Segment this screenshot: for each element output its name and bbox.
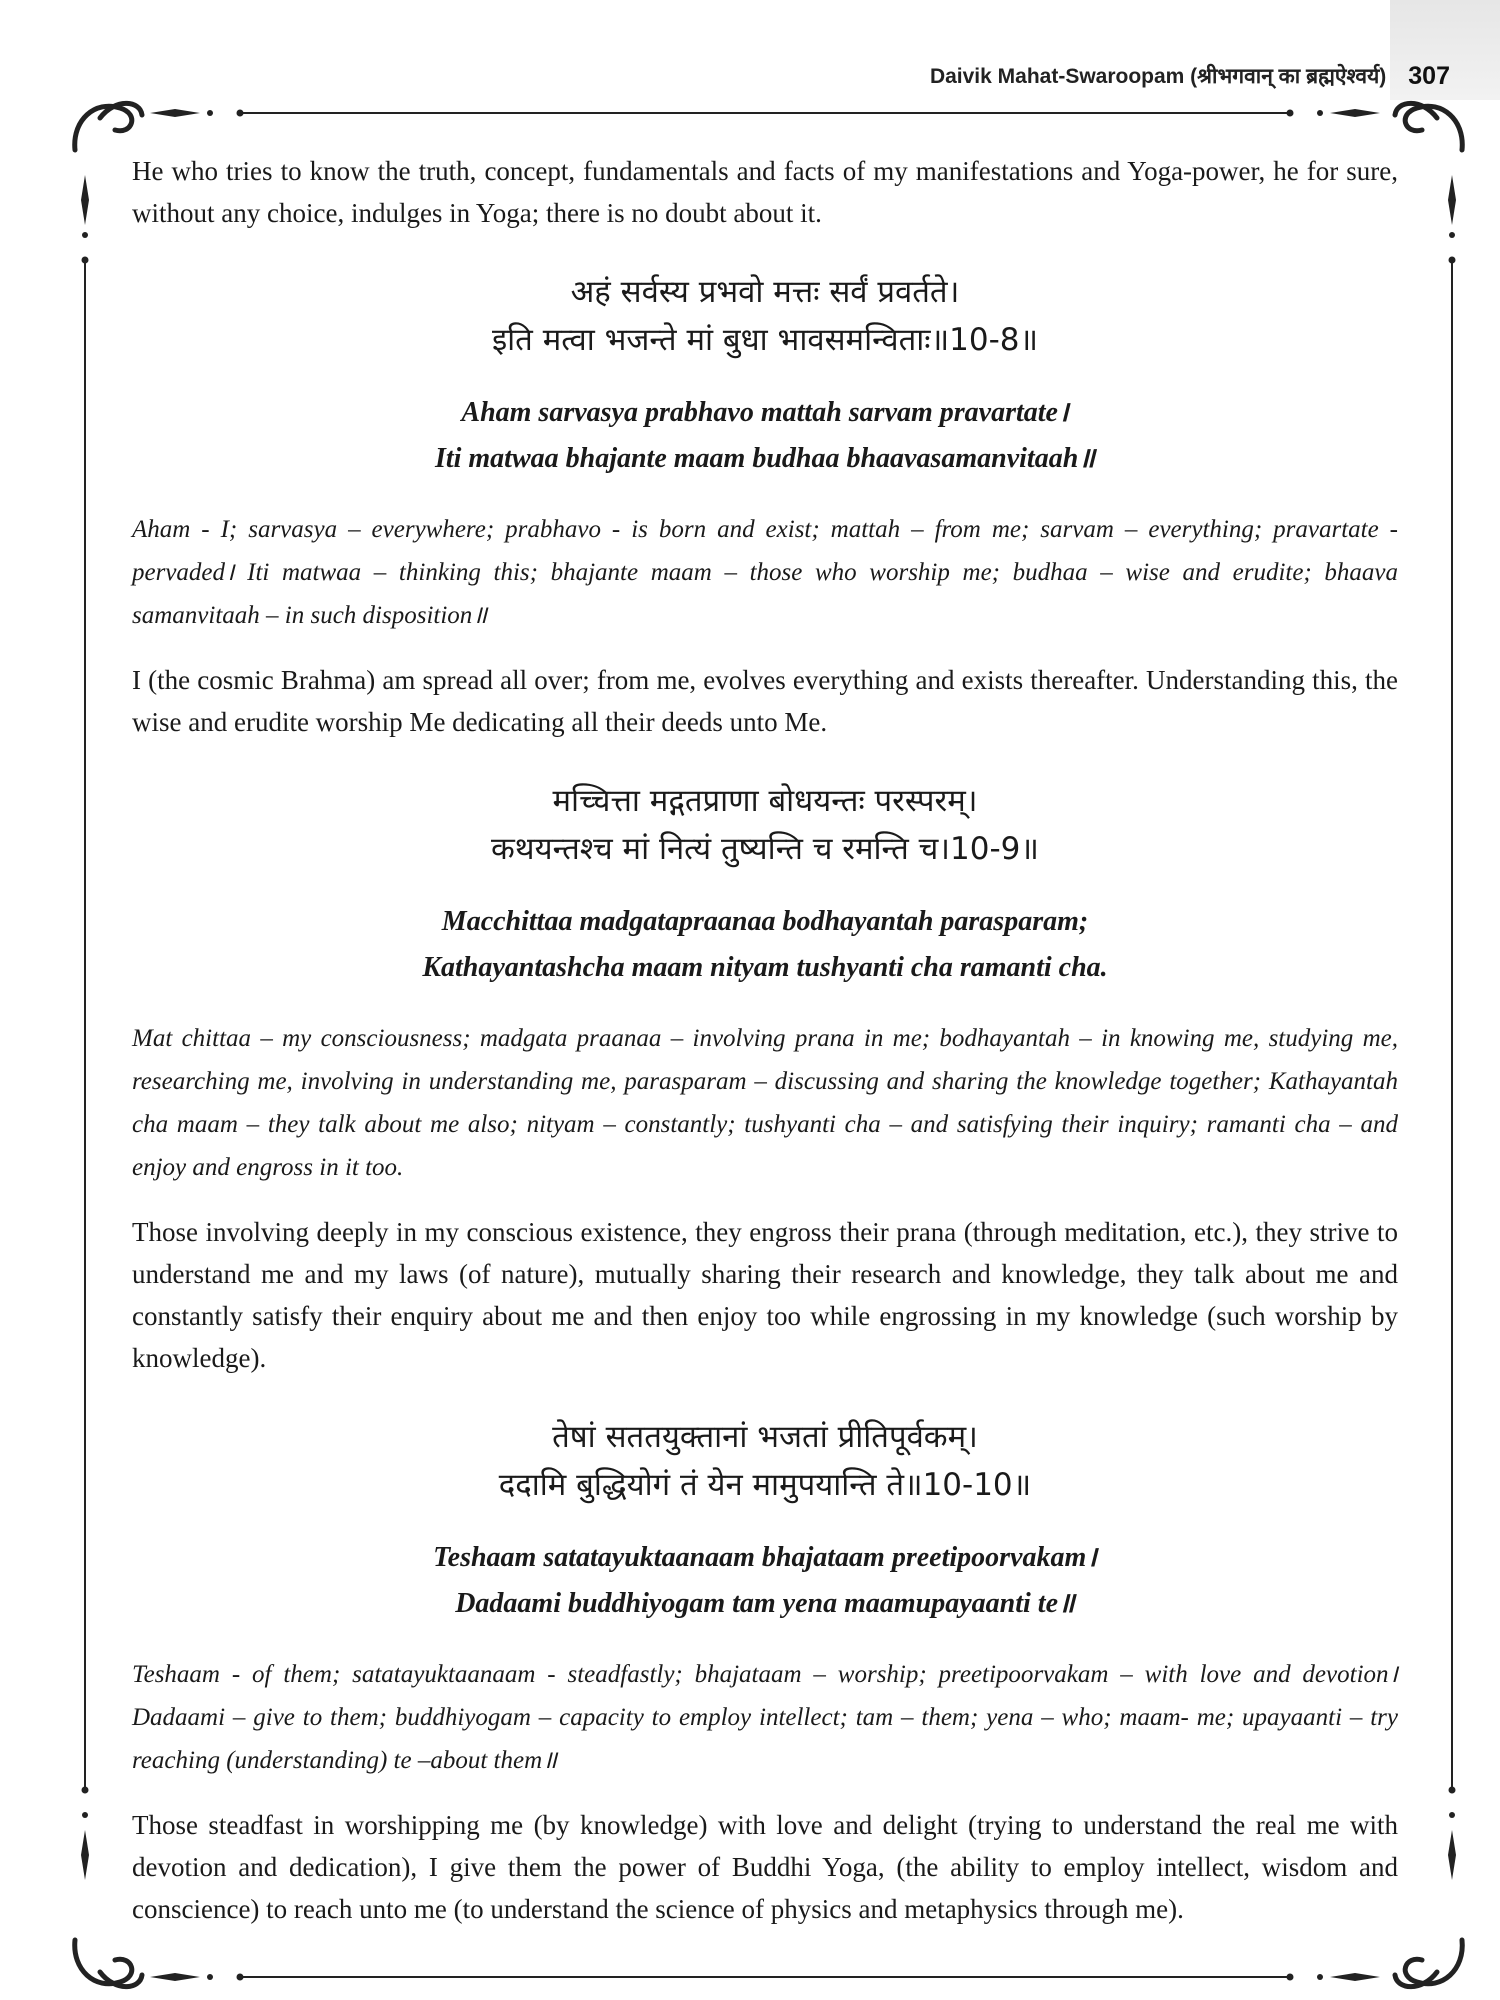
intro-paragraph: He who tries to know the truth, concept, fundamentals and facts of my manifestations and Yoga-power, he for sure, without any choice, indulges in Yoga; there is no doubt about it. (132, 156, 1398, 228)
sanskrit-verse-10-10: तेषां सततयुक्तानां भजतां प्रीतिपूर्वकम्। ददामि बुद्धियोगं तं येन मामुपयान्ति ते॥10-10॥ (498, 1419, 1032, 1503)
sanskrit-verse-10-8: अहं सर्वस्य प्रभवो मत्तः सर्वं प्रवर्तते। इति मत्वा भजन्ते मां बुधा भावसमन्विताः॥10-8॥ (491, 274, 1039, 358)
page-body (132, 150, 1398, 1930)
translation-10-8: I (the cosmic Brahma) am spread all over; from me, evolves everything and exists thereafter. Understanding this, the wise and erudite worship Me dedicating all their deeds unto Me. (132, 665, 1398, 737)
sanskrit-verse-10-9: मच्चित्ता मद्गतप्राणा बोधयन्तः परस्परम्। कथयन्तश्च मां नित्यं तुष्यन्ति च रमन्ति च।10-9॥ (491, 783, 1039, 867)
running-header (930, 56, 1450, 96)
translation-10-9: Those involving deeply in my conscious existence, they engross their prana (through meditation, etc.), they strive to understand me and my laws (of nature), mutually sharing their research and knowledge, they talk about me and constantly satisfy their enquiry about me and then enjoy too while engrossing in my knowledge (such worship by knowledge). (132, 1217, 1398, 1373)
word-meaning-10-9: Mat chittaa – my consciousness; madgata praanaa – involving prana in me; bodhayantah – in knowing me, studying me, researching me, involving in understanding me, parasparam – discussing and sharing the knowledge together; Kathayantah cha maam – they talk about me also; nityam – constantly; tushyanti cha – and satisfying their inquiry; ramanti cha – and enjoy and engross in it too. (132, 1025, 1398, 1181)
page-number: 307 (1408, 61, 1450, 90)
transliteration-10-8: Aham sarvasya prabhavo mattah sarvam pravartate। Iti matwaa bhajante maam budhaa bhaavasamanvitaah॥ (434, 397, 1096, 474)
transliteration-10-10: Teshaam satatayuktaanaam bhajataam preetipoorvakam। Dadaami buddhiyogam tam yena maamupayaanti te॥ (433, 1542, 1097, 1619)
word-meaning-10-10: Teshaam - of them; satatayuktaanaam - steadfastly; bhajataam – worship; preetipoorvakam – with love and devotion। Dadaami – give to them; buddhiyogam – capacity to employ intellect; tam – them; yena – who; maam- me; upayaanti – try reaching (understanding) te –about them॥ (132, 1661, 1398, 1774)
transliteration-10-9: Macchittaa madgatapraanaa bodhayantah parasparam; Kathayantashcha maam nityam tushyanti cha ramanti cha. (422, 906, 1108, 983)
translation-10-10: Those steadfast in worshipping me (by knowledge) with love and delight (trying to understand the real me with devotion and dedication), I give them the power of Buddhi Yoga, (the ability to employ intellect, wisdom and conscience) to reach unto me (to understand the science of physics and metaphysics through me). (132, 1810, 1398, 1924)
word-meaning-10-8: Aham - I; sarvasya – everywhere; prabhavo - is born and exist; mattah – from me; sarvam – everything; pravartate - pervaded। Iti matwaa – thinking this; bhajante maam – those who worship me; budhaa – wise and erudite; bhaava samanvitaah – in such disposition॥ (132, 516, 1398, 629)
chapter-title: Daivik Mahat-Swaroopam (श्रीभगवान् का ब्रह्मऐश्वर्य) (929, 65, 1387, 88)
